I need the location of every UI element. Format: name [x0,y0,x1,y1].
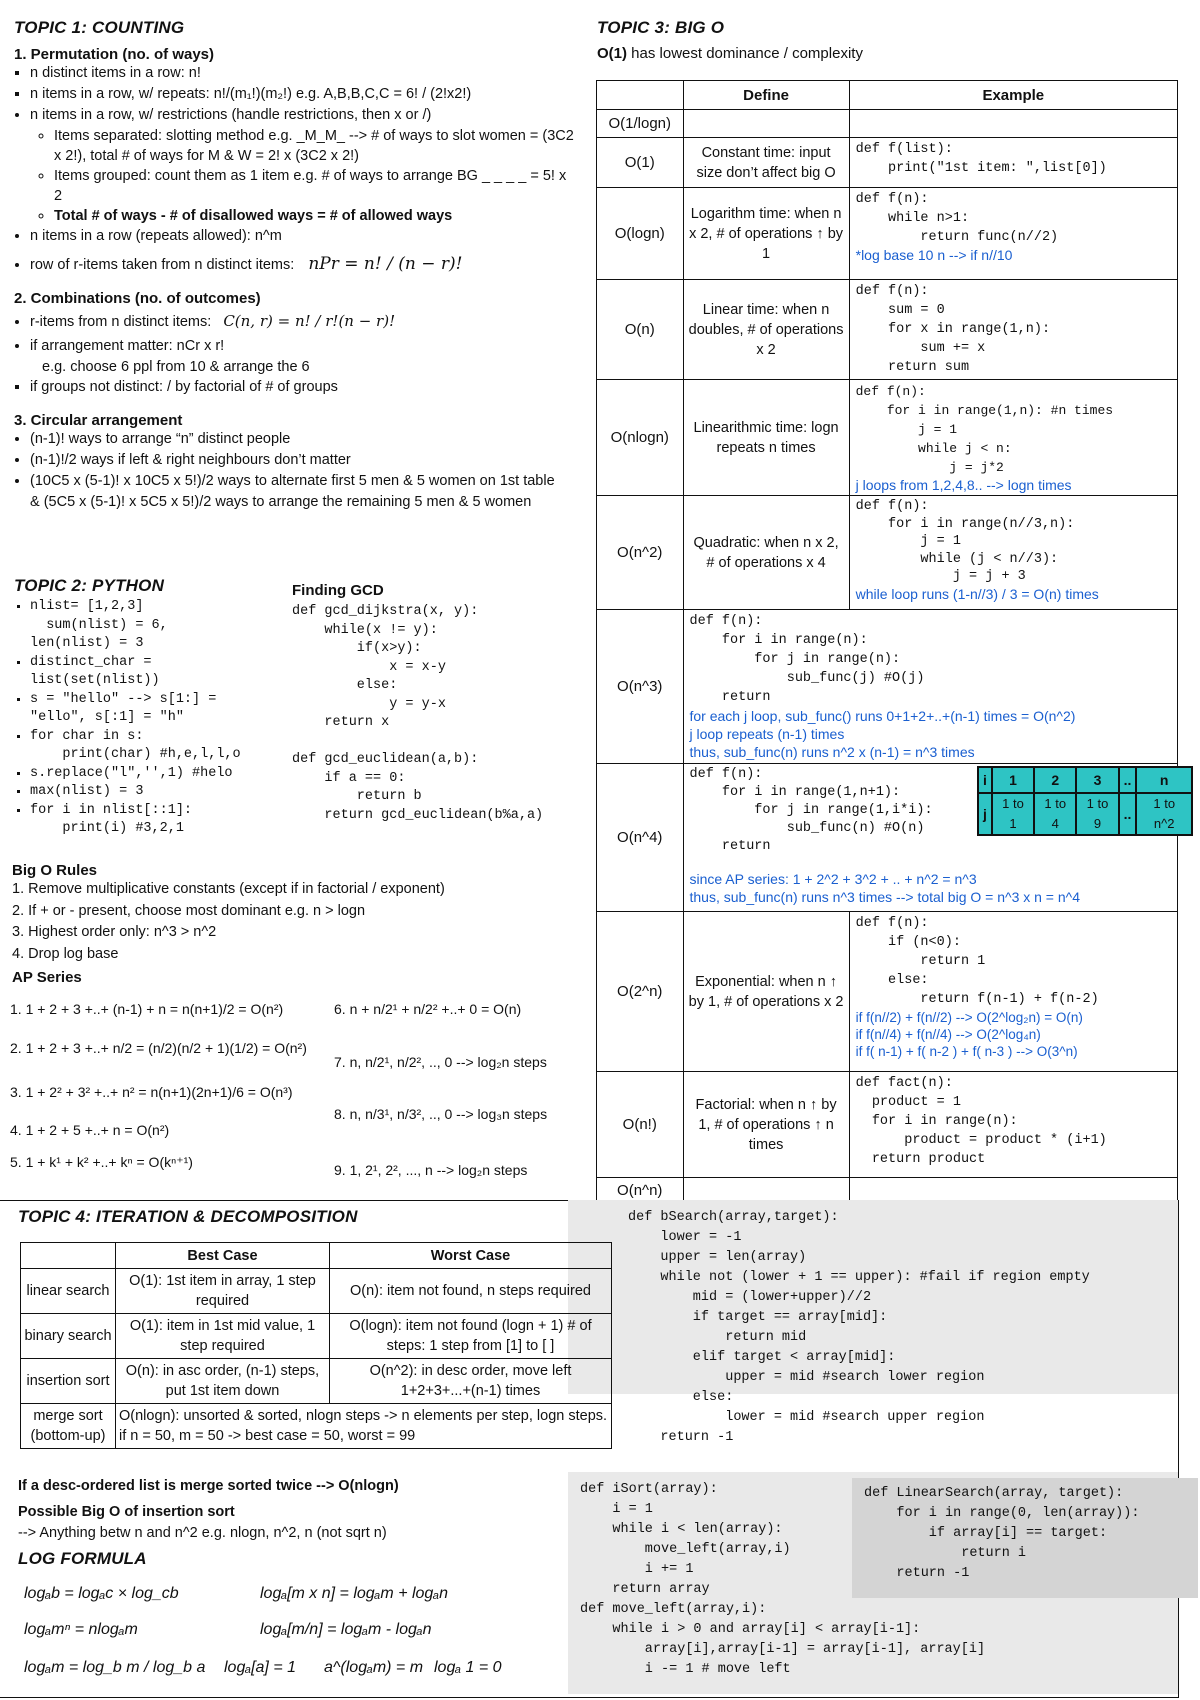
ap-item: 5. 1 + k¹ + k² +..+ kⁿ = O(kⁿ⁺¹) [10,1154,193,1170]
ij-cell: 2 [1034,767,1076,793]
list-item: ▪ if groups not distinct: / by factorial of # of groups [30,377,574,398]
list-item: • (n-1)!/2 ways if left & right neighbours don’t matter [30,450,574,471]
topic1-section [14,18,574,513]
log-formula: a^(logₐm) = m [324,1659,424,1676]
rule-item: 4. Drop log base [12,945,119,962]
gcd-heading: Finding GCD [292,582,384,599]
bsearch-code: def bSearch(array,target): lower = -1 upper = len(array) while not (lower + 1 == upper): #fail if region empty mid = (lower+upper)//2 if target == array[mid]: return mid elif target < array[mid]: upper = mid #search lower region else: lower = mid #search upper region return -1 [628,1210,1090,1445]
ap-item: 7. n, n/2¹, n/2², .., 0 --> log₂n steps [334,1054,547,1070]
log-formula: logₐm = log_b m / log_b a [24,1659,206,1676]
table-row: O(n) Linear time: when n doubles, # of operations x 2 def f(n): sum = 0 for x in range(1,n): sum += x return sum [597,280,1178,380]
list-item: • n items in a row (repeats allowed): n^m [30,226,574,247]
insertion-text: --> Anything betw n and n^2 e.g. nlogn, n^2, n (not sqrt n) [18,1525,387,1541]
bsearch-panel [568,1200,1178,1445]
ij-cell: 3 [1076,767,1118,793]
ij-cell: 1 to 4 [1034,793,1076,835]
list-item: ▪ nlist= [1,2,3] sum(nlist) = 6, len(nlist) = 3 [30,598,294,654]
list-item: ▪ distinct_char = list(set(nlist)) [30,654,294,691]
lsearch-panel [852,1478,1198,1598]
table-row: O(n!) Factorial: when n ↑ by 1, # of operations ↑ n times def fact(n): product = 1 for i in range(n): product = product * (i+1) return product [597,1072,1178,1178]
log-formula: logₐ 1 = 0 [434,1659,502,1676]
col-example: Example [849,81,1177,110]
ij-cell: 1 to 9 [1076,793,1118,835]
log-formula: logₐb = logₐc × log_cb [24,1585,179,1602]
list-item: ◦ Total # of ways - # of disallowed ways = # of allowed ways [54,206,574,226]
list-item: • r-items from n distinct items: C(n, r) = n! / r!(n − r)! [30,307,574,336]
ij-cell: 1 [992,767,1034,793]
log-formulas [24,1576,564,1688]
bigo-rules-heading: Big O Rules [12,862,98,879]
list-item: ▪ n items in a row, w/ repeats: n!/(m₁!)(m₂!) e.g. A,B,B,C,C = 6! / (2!x2!) [30,84,574,105]
lsearch-code: def LinearSearch(array, target): for i in range(0, len(array)): if array[i] == target: return i return -1 [864,1486,1140,1581]
ij-cell: .. [1119,767,1137,793]
rule-item: 2. If + or - present, choose most dominant e.g. n > logn [12,902,366,919]
ij-cell: 1 to 1 [992,793,1034,835]
permutation-sublist [14,126,574,226]
python-list [14,598,294,839]
ij-cell: n [1136,767,1192,793]
ap-item: 8. n, n/3¹, n/3², .., 0 --> log₃n steps [334,1106,548,1122]
table-row: binary search O(1): item in 1st mid value, 1 step required O(logn): item not found (logn + 1) # of steps: 1 step from [1] to [ ] [21,1314,612,1359]
isort-code: def iSort(array): i = 1 while i < len(array): move_left(array,i) i += 1 return array def move_left(array,i): while i > 0 and array[i] < array[i-1]: array[i],array[i-1] = array[i-1], array[i] i -= 1 # move left [580,1482,986,1677]
ap-series-left [10,992,340,1178]
table-row: O(n^2) Quadratic: when n x 2, # of operations x 4 def f(n): for i in range(n//3,n): j = 1 while (j < n//3): j = j + 3 while loop runs (1-n//3) / 3 = O(n) times [597,496,1178,610]
topic2-section [14,576,294,839]
table-row: O(1/logn) [597,110,1178,138]
insertion-heading: Possible Big O of insertion sort [18,1503,235,1520]
npr-formula: nPr = n! / (n − r)! [308,254,463,274]
ap-item: 4. 1 + 2 + 5 +..+ n = O(n²) [10,1122,170,1138]
rule-item: 1. Remove multiplicative constants (except if in factorial / exponent) [12,881,445,897]
log-formula: logₐmⁿ = nlogₐm [24,1621,138,1638]
topic3-intro: O(1) has lowest dominance / complexity [597,45,863,62]
topic4-section [18,1207,558,1227]
ij-cell: .. [1119,793,1137,835]
combinations-example: e.g. choose 6 ppl from 10 & arrange the 6 [42,359,310,375]
circular-list [14,429,574,513]
ij-cell: i [978,767,992,793]
ij-table [977,766,1193,836]
ap-item: 1. 1 + 2 + 3 +..+ (n-1) + n = n(n+1)/2 = O(n²) [10,1001,284,1017]
ij-cell: j [978,793,992,835]
ap-heading: AP Series [12,969,82,986]
permutation-list [14,63,574,105]
iteration-table [20,1242,612,1449]
ap-item: 9. 1, 2¹, 2², ..., n --> log₂n steps [334,1162,528,1178]
list-item: ▪ for i in nlist[::1]: print(i) #3,2,1 [30,802,294,839]
table-row: O(n^n) [597,1178,1178,1204]
ij-cell: 1 to n^2 [1136,793,1192,835]
circular-heading: 3. Circular arrangement [14,412,183,429]
table-row: O(1) Constant time: input size don’t affect big O def f(list): print("1st item: ",list[0]) [597,138,1178,188]
col-worst: Worst Case [329,1243,611,1269]
permutation-heading: 1. Permutation (no. of ways) [14,46,215,63]
rule-item: 3. Highest order only: n^3 > n^2 [12,924,217,940]
bigo-table [596,80,1178,1204]
desc-note: If a desc-ordered list is merge sorted twice --> O(nlogn) [18,1478,399,1494]
ncr-formula: C(n, r) = n! / r!(n − r)! [223,312,396,330]
log-formula: logₐ[m x n] = logₐm + logₐn [260,1585,448,1602]
topic2-title: TOPIC 2: PYTHON [14,576,165,595]
list-item: • (10C5 x (5-1)! x 10C5 x 5!)/2 ways to alternate first 5 men & 5 women on 1st table & (5C5 x (5-1)! x 5C5 x 5!)/2 ways to arrange the remaining 5 men & 5 women [30,471,574,513]
list-item: • n items in a row, w/ restrictions (handle restrictions, then x or /) [30,105,574,126]
gcd-section [292,582,592,825]
table-row: insertion sort O(n): in asc order, (n-1) steps, put 1st item down O(n^2): in desc order, move left 1+2+3+...+(n-1) times [21,1359,612,1404]
ap-item: 2. 1 + 2 + 3 +..+ n/2 = (n/2)(n/2 + 1)(1/2) = O(n²) [10,1040,307,1056]
list-item: ▪ s.replace("l",'',1) #helo [30,765,294,784]
list-item: • row of r-items taken from n distinct items: nPr = n! / (n − r)! [30,247,574,282]
combinations-heading: 2. Combinations (no. of outcomes) [14,290,261,307]
list-item: ▪ s = "hello" --> s[1:] = "ello", s[:1] = "h" [30,691,294,728]
ap-series-right [334,992,596,1190]
table-row: merge sort (bottom-up) O(nlogn): unsorted & sorted, nlogn steps -> n elements per step, logn steps. if n = 50, m = 50 -> best case = 50, worst = 99 [21,1404,612,1449]
list-item: ▪ for char in s: print(char) #h,e,l,l,o [30,728,294,765]
gcd-code: def gcd_dijkstra(x, y): while(x != y): if(x>y): x = x-y else: y = y-x return x def gcd_euclidean(a,b): if a == 0: return b return gcd_euclidean(b%a,a) [292,604,544,823]
topic3-title: TOPIC 3: BIG O [597,18,725,37]
table-row: O(n^4) def f(n): for i in range(1,n+1): for j in range(1,i*i): sub_func(n) #O(n) return since AP series: 1 + 2^2 + 3^2 + .. + n^2 = n^3 thus, sub_func(n) runs n^3 times --> total big O = n^3 x n = n^4 [597,764,1178,912]
table-row: O(logn) Logarithm time: when n x 2, # of operations ↑ by 1 def f(n): while n>1: return func(n//2) *log base 10 n --> if n//10 [597,188,1178,280]
topic4-title: TOPIC 4: ITERATION & DECOMPOSITION [18,1207,358,1226]
topic4-notes [18,1476,563,1569]
log-formula: logₐ[m/n] = logₐm - logₐn [260,1621,432,1638]
table-row: O(n^3) def f(n): for i in range(n): for j in range(n): sub_func(j) #O(j) return for each j loop, sub_func() runs 0+1+2+..+(n-1) times = O(n^2) j loop repeats (n-1) times thus, sub_func(n) runs n^2 x (n-1) = n^3 times [597,610,1178,764]
log-formula: logₐ[a] = 1 [224,1659,297,1676]
ap-item: 6. n + n/2¹ + n/2² +..+ 0 = O(n) [334,1001,522,1017]
col-define: Define [683,81,849,110]
table-row: linear search O(1): 1st item in array, 1 step required O(n): item not found, n steps required [21,1269,612,1314]
corner-cell [597,81,684,110]
list-item: ▪ max(nlist) = 3 [30,783,294,802]
list-item: ◦ Items separated: slotting method e.g. _M_M_ --> # of ways to slot women = (3C2 x 2!), total # of ways for M & W = 2! x (3C2 x 2!) [54,126,574,166]
combinations-list [14,307,574,357]
list-item: ▪ n distinct items in a row: n! [30,63,574,84]
list-item: ◦ Items grouped: count them as 1 item e.g. # of ways to arrange BG _ _ _ _ = 5! x 2 [54,166,574,206]
list-item: • (n-1)! ways to arrange “n” distinct people [30,429,574,450]
topic3-section [597,18,1187,62]
table-row: O(2^n) Exponential: when n ↑ by 1, # of operations x 2 def f(n): if (n<0): return 1 else: return f(n-1) + f(n-2) if f(n//2) + f(n//2) --> O(2^log₂n) = O(n) if f(n//4) + f(n//4) --> O(2^log₄n) if f( n-1) + f( n-2 ) + f( n-3 ) --> O(3^n) [597,912,1178,1072]
table-row: O(nlogn) Linearithmic time: logn repeats n times def f(n): for i in range(1,n): #n times j = 1 while j < n: j = j*2 j loops from 1,2,4,8.. --> logn times [597,380,1178,496]
log-heading: LOG FORMULA [18,1548,147,1568]
col-best: Best Case [116,1243,330,1269]
bigo-rules-section [12,862,592,986]
topic1-title: TOPIC 1: COUNTING [14,18,185,37]
ap-item: 3. 1 + 2² + 3² +..+ n² = n(n+1)(2n+1)/6 = O(n³) [10,1084,293,1100]
list-item: • if arrangement matter: nCr x r! [30,336,574,357]
